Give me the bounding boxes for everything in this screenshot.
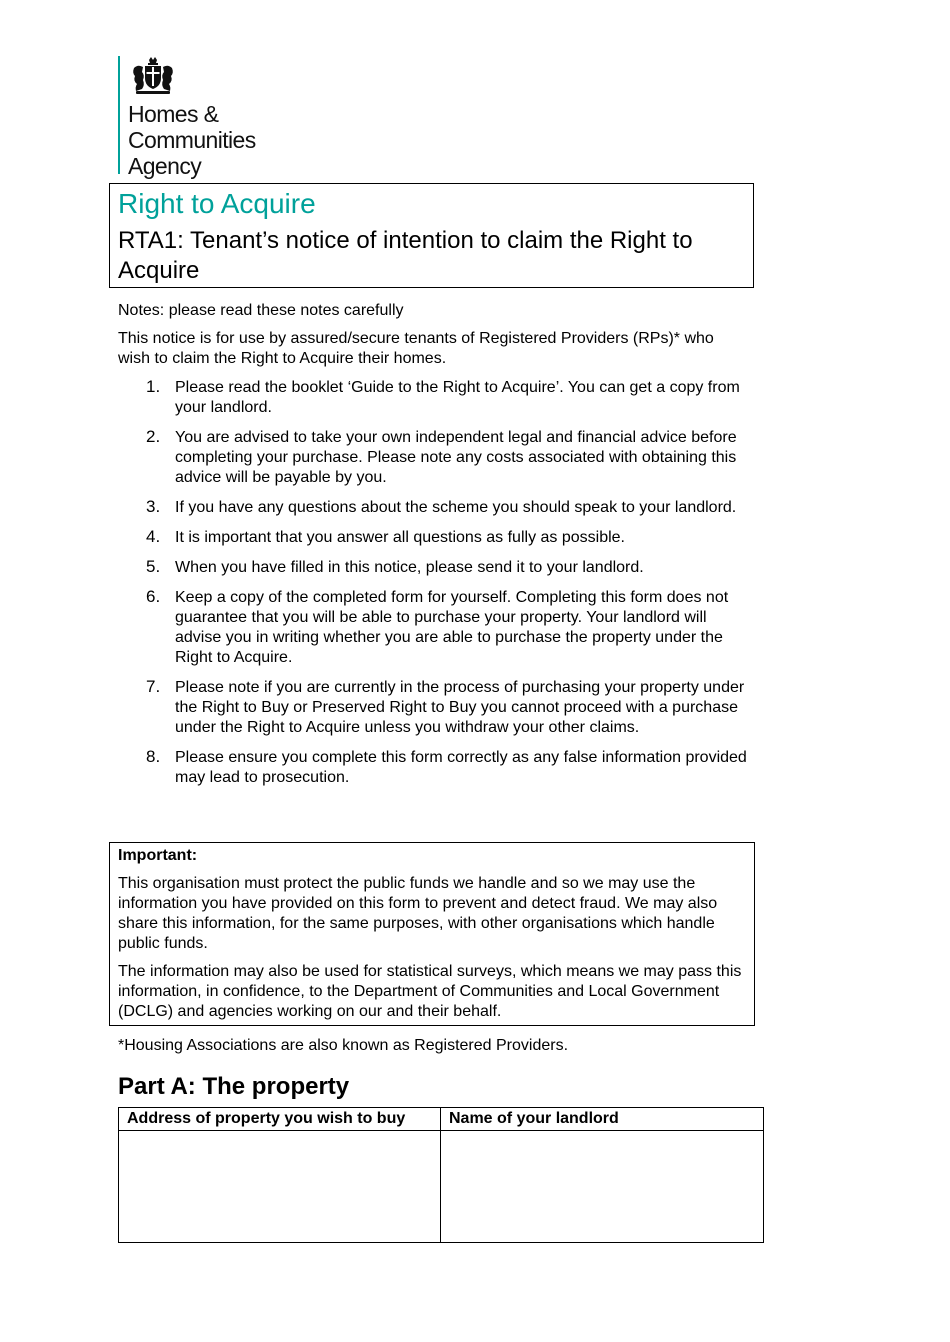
note-number: 5. [146,557,161,576]
property-table [118,1107,764,1243]
page-title: Right to Acquire [118,188,316,219]
notes-heading: Notes: please read these notes carefully [118,302,404,319]
important-heading: Important: [118,847,198,864]
note-text: Keep a copy of the completed form for yourself. Completing this form does not guarantee that you will be able to purchase your property. Your landlord will advise you in writing whether you are able to purchase the property under the Right to Acquire. [175,589,729,666]
note-text: You are advised to take your own independent legal and financial advice before completing your purchase. Please note any costs associated with obtaining this advice will be payable by you. [175,429,737,486]
table-row [119,1131,764,1243]
note-text: Please note if you are currently in the process of purchasing your property under the Right to Buy or Preserved Right to Buy you cannot proceed with a purchase under the Right to Acquire unless you withdraw your other claims. [175,679,745,736]
logo-line: Agency [128,153,202,179]
note-number: 1. [146,377,161,396]
logo-line: Communities [128,127,256,153]
form-subtitle: RTA1: Tenant’s notice of intention to claim the Right to Acquire [118,227,693,284]
note-number: 2. [146,427,161,446]
intro-text: This notice is for use by assured/secure tenants of Registered Providers (RPs)* who wish to claim the Right to Acquire their homes. [118,330,714,367]
list-item [118,558,748,578]
address-field[interactable] [119,1131,441,1243]
agency-logo [118,56,256,179]
royal-coat-of-arms-icon [130,56,176,96]
list-item [118,528,748,548]
list-item [118,588,748,668]
note-text: Please ensure you complete this form correctly as any false information provided may lead to prosecution. [175,749,747,786]
note-number: 3. [146,497,161,516]
table-header-row [119,1108,764,1131]
note-text: Please read the booklet ‘Guide to the Right to Acquire’. You can get a copy from your landlord. [175,379,740,416]
part-a-heading: Part A: The property [118,1073,350,1100]
note-number: 7. [146,677,161,696]
logo-line: Homes & [128,101,219,127]
list-item [118,748,748,788]
note-number: 6. [146,587,161,606]
landlord-name-field[interactable] [441,1131,764,1243]
note-text: When you have filled in this notice, please send it to your landlord. [175,559,644,576]
footnote: *Housing Associations are also known as Registered Providers. [118,1037,569,1054]
list-item [118,678,748,738]
list-item [118,378,748,418]
notes-list [118,378,748,798]
title-box [109,183,754,288]
note-number: 4. [146,527,161,546]
note-text: If you have any questions about the scheme you should speak to your landlord. [175,499,737,516]
important-paragraph: The information may also be used for statistical surveys, which means we may pass this information, in confidence, to the Department of Communities and Local Government (DCLG) and agencies working on our and their behalf. [118,963,742,1020]
address-column-header: Address of property you wish to buy [119,1108,441,1131]
note-text: It is important that you answer all questions as fully as possible. [175,529,625,546]
list-item [118,428,748,488]
note-number: 8. [146,747,161,766]
list-item [118,498,748,518]
important-paragraph: This organisation must protect the public funds we handle and so we may use the information you have provided on this form to prevent and detect fraud. We may also share this information, for the same purposes, with other organisations which handle public funds. [118,875,718,952]
landlord-column-header: Name of your landlord [441,1108,764,1131]
important-box [109,842,755,1026]
